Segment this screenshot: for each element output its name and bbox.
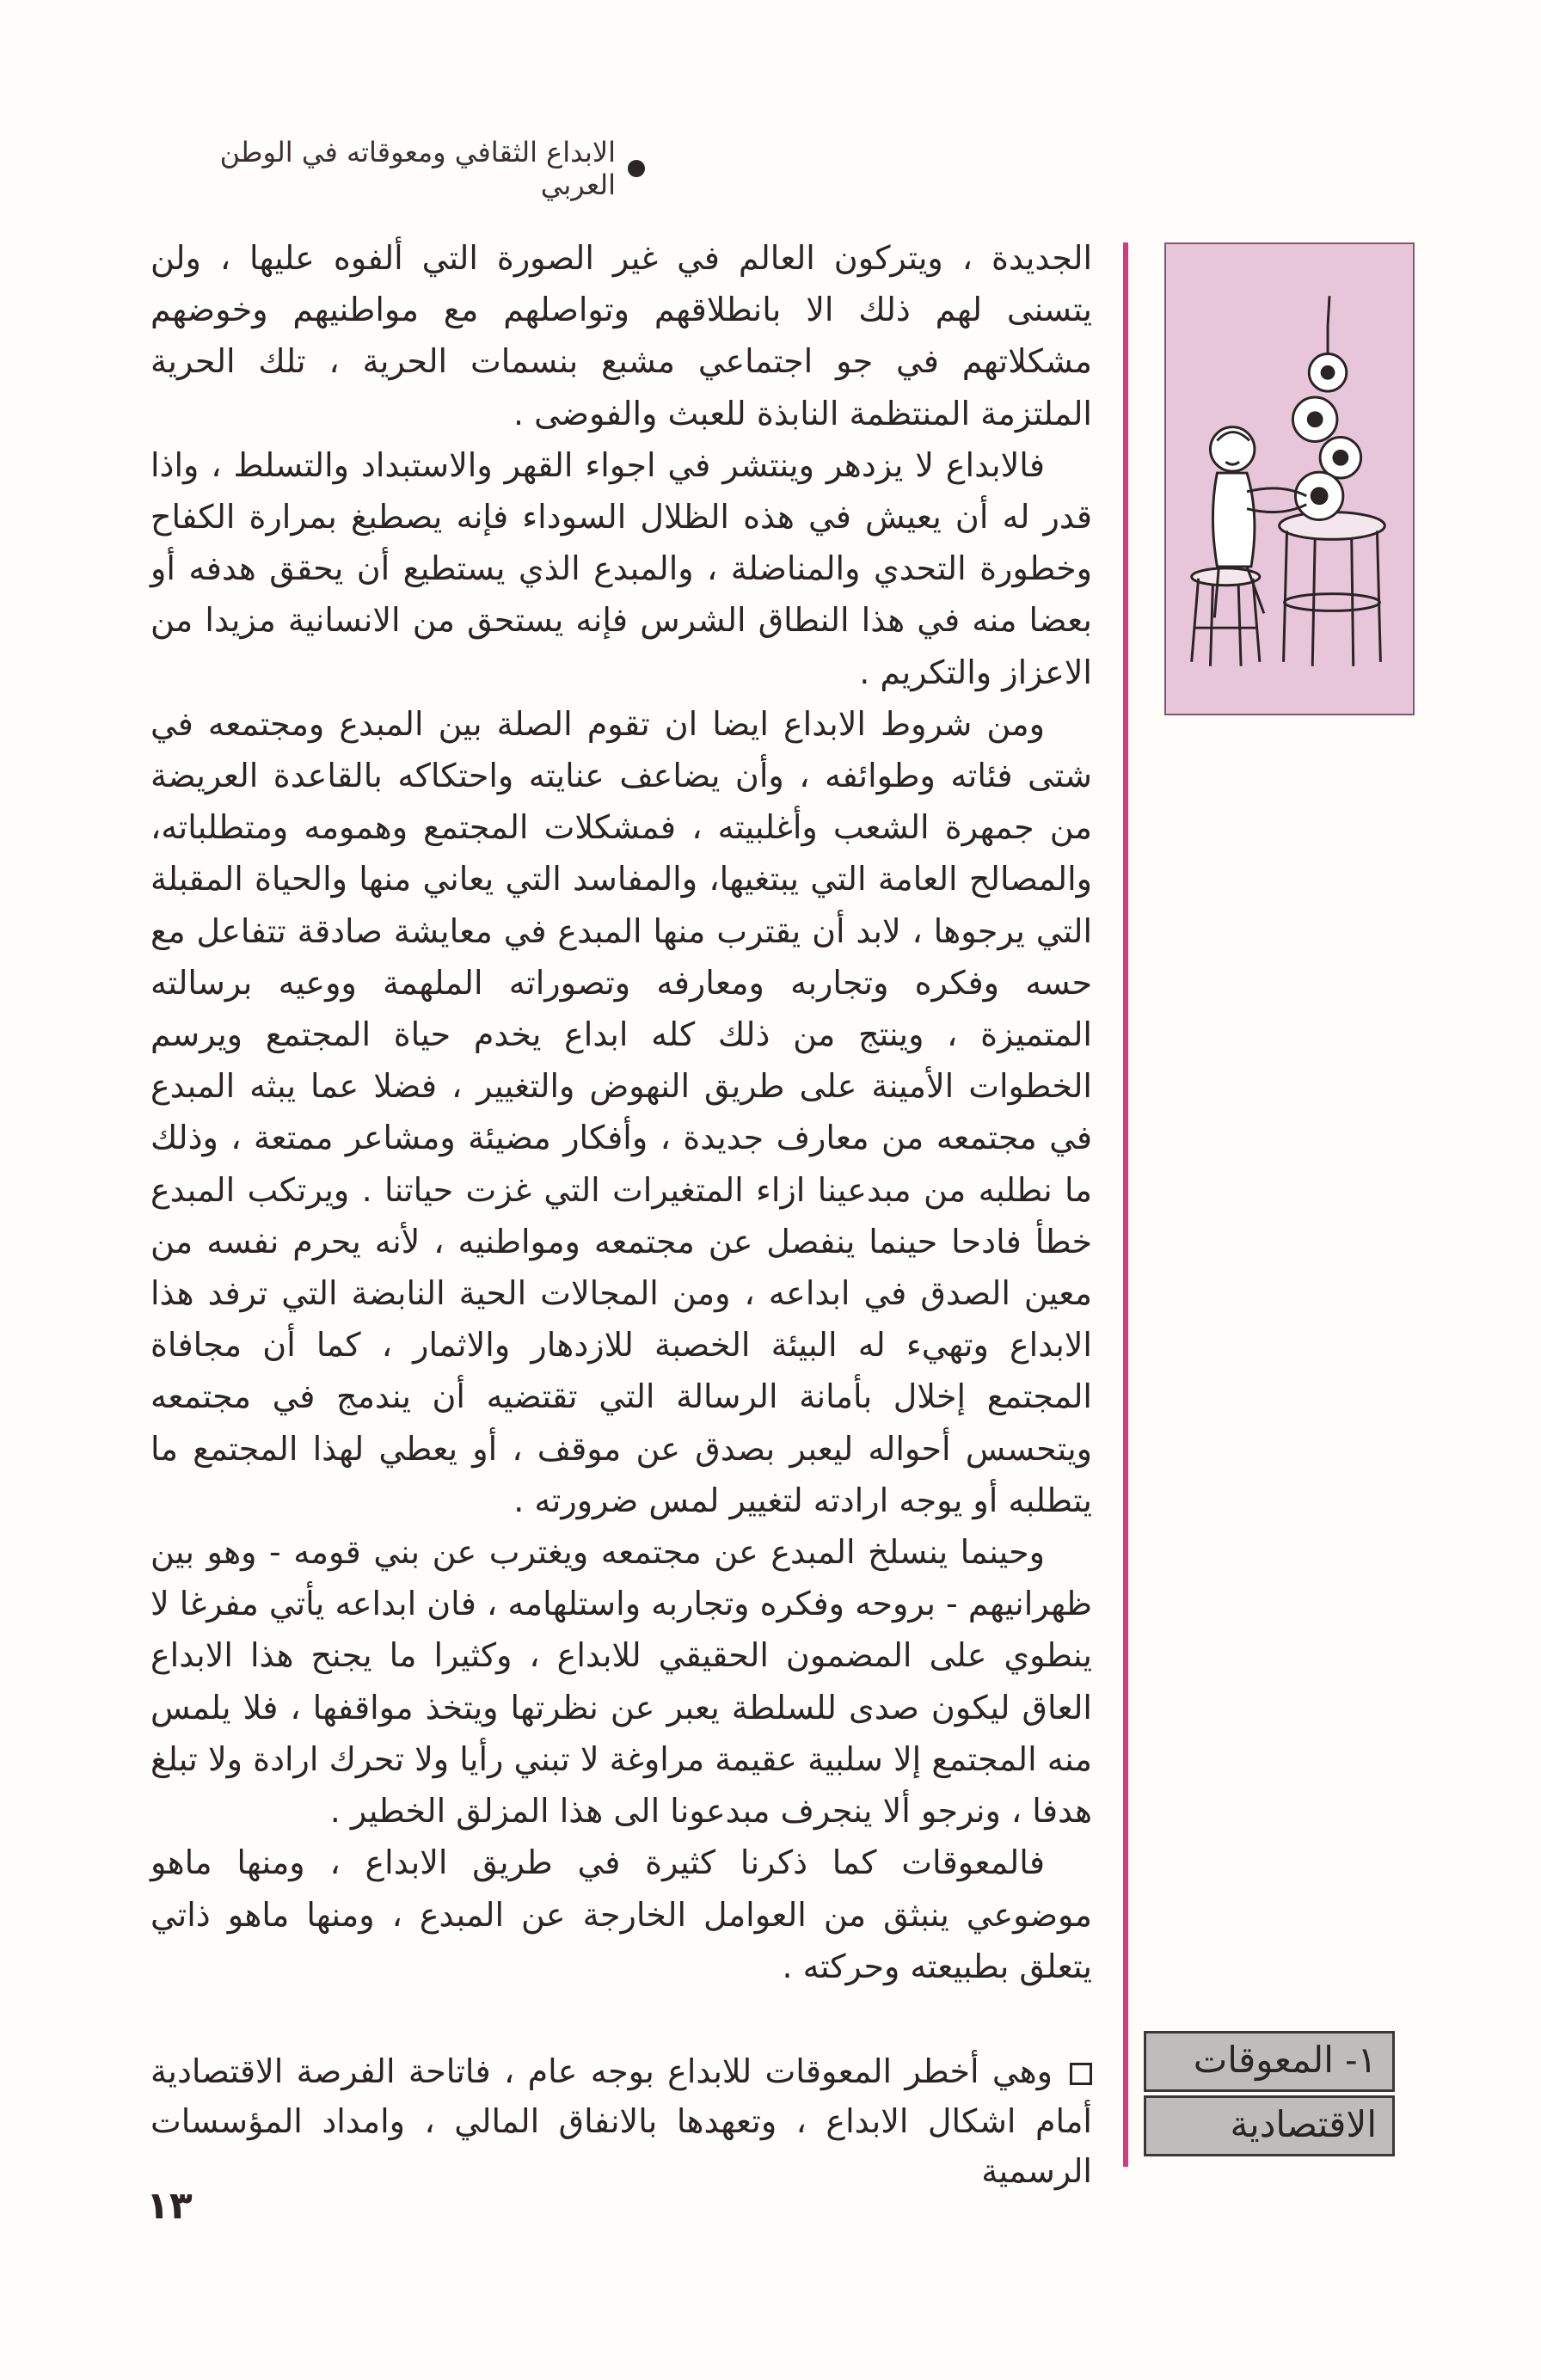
paragraph: فالمعوقات كما ذكرنا كثيرة في طريق الابداع ، ومنها ماهو موضوعي ينبثق من العوامل الخارجة عن المبدع ، ومنها ماهو ذاتي يتعلق بطبيعته وحركته . bbox=[150, 1843, 1092, 1985]
running-title: الابداع الثقافي ومعوقاته في الوطن العربي bbox=[219, 136, 616, 201]
section-heading-box bbox=[1144, 2031, 1395, 2156]
margin-rule bbox=[1123, 242, 1128, 2151]
paragraph: فالابداع لا يزدهر وينتشر في اجواء القهر والاستبداد والتسلط ، واذا قدر له أن يعيش في هذه الظلال السوداء فإنه يصطبغ بمرارة الكفاح وخطورة التحدي والمناضلة ، والمبدع الذي يستطيع أن يحقق هدفه أو بعضا منه في هذا النطاق الشرس فإنه يستحق من الانسانية مزيدا من الاعزاز والتكريم . bbox=[150, 445, 1092, 691]
square-bullet-icon bbox=[1070, 2063, 1092, 2085]
subsection-paragraph: وهي أخطر المعوقات للابداع بوجه عام ، فاتاحة الفرصة الاقتصادية أمام اشكال الابداع ، وتعهدها بالانفاق المالي ، وامداد المؤسسات الرسمية bbox=[150, 2052, 1092, 2190]
paragraph: وحينما ينسلخ المبدع عن مجتمعه ويغترب عن بني قومه - وهو بين ظهرانيهم - بروحه وفكره وتجاربه واستلهامه ، فان ابداعه يأتي مفرغا لا ينطوي على المضمون الحقيقي للابداع ، وكثيرا ما يجنح هذا الابداع العاق ليكون صدى للسلطة يعبر عن نظرتها ويتخذ مواقفها ، فلا يلمس منه المجتمع إلا سلبية عقيمة مراوغة لا تبني رأيا ولا تحرك ارادة ولا تبلغ هدفا ، ونرجو ألا ينجرف مبدعونا الى هذا المزلق الخطير . bbox=[150, 1533, 1092, 1831]
paragraph: الجديدة ، ويتركون العالم في غير الصورة التي ألفوه عليها ، ولن يتسنى لهم ذلك الا بانطلاقهم وتواصلهم مع مواطنيهم وخوضهم مشكلاتهم في جو اجتماعي مشبع بنسمات الحرية ، تلك الحرية الملتزمة المنتظمة النابذة للعبث والفوضى . bbox=[150, 239, 1092, 432]
section-heading-line1: ١- المعوقات bbox=[1144, 2031, 1395, 2092]
section-heading-line2: الاقتصادية bbox=[1144, 2095, 1395, 2156]
bullet-icon bbox=[628, 160, 645, 177]
cartoon-illustration bbox=[1164, 242, 1415, 715]
margin-rule-lower bbox=[1123, 2046, 1128, 2167]
paragraph: ومن شروط الابداع ايضا ان تقوم الصلة بين المبدع ومجتمعه في شتى فئاته وطوائفه ، وأن يضاعف عنايته واحتكاكه بالقاعدة العريضة من جمهرة الشعب وأغلبيته ، فمشكلات المجتمع وهمومه ومتطلباته، والمصالح العامة التي يبتغيها، والمفاسد التي يعاني منها والحياة المقبلة التي يرجوها ، لابد أن يقترب منها المبدع في معايشة صادقة تتفاعل مع حسه وفكره وتجاربه ومعارفه وتصوراته الملهمة ووعيه برسالته المتميزة ، وينتج من ذلك كله ابداع يخدم حياة المجتمع ويرسم الخطوات الأمينة على طريق النهوض والتغيير ، فضلا عما يبثه المبدع في مجتمعه من معارف جديدة ، وأفكار مضيئة ومشاعر ممتعة ، وذلك ما نطلبه من مبدعينا ازاء المتغيرات التي غزت حياتنا . ويرتكب المبدع خطأ فادحا حينما ينفصل عن مجتمعه ومواطنيه ، لأنه يحرم نفسه من معين الصدق في ابداعه ، ومن المجالات الحية النابضة التي ترفد هذا الابداع وتهيء له البيئة الخصبة للازدهار والاثمار ، كما أن مجافاة المجتمع إخلال بأمانة الرسالة التي تقتضيه أن يندمج في مجتمعه ويتحسس أحواله ليعبر بصدق عن موقف ، أو يعطي لهذا المجتمع ما يتطلبه أو يوجه ارادته لتغيير لمس ضرورته . bbox=[150, 704, 1092, 1519]
main-text bbox=[150, 232, 1092, 1992]
subsection-text bbox=[150, 2046, 1092, 2196]
running-header bbox=[146, 136, 645, 201]
page-number: ١٣ bbox=[146, 2184, 193, 2228]
cartoon-drawing bbox=[1166, 244, 1413, 714]
